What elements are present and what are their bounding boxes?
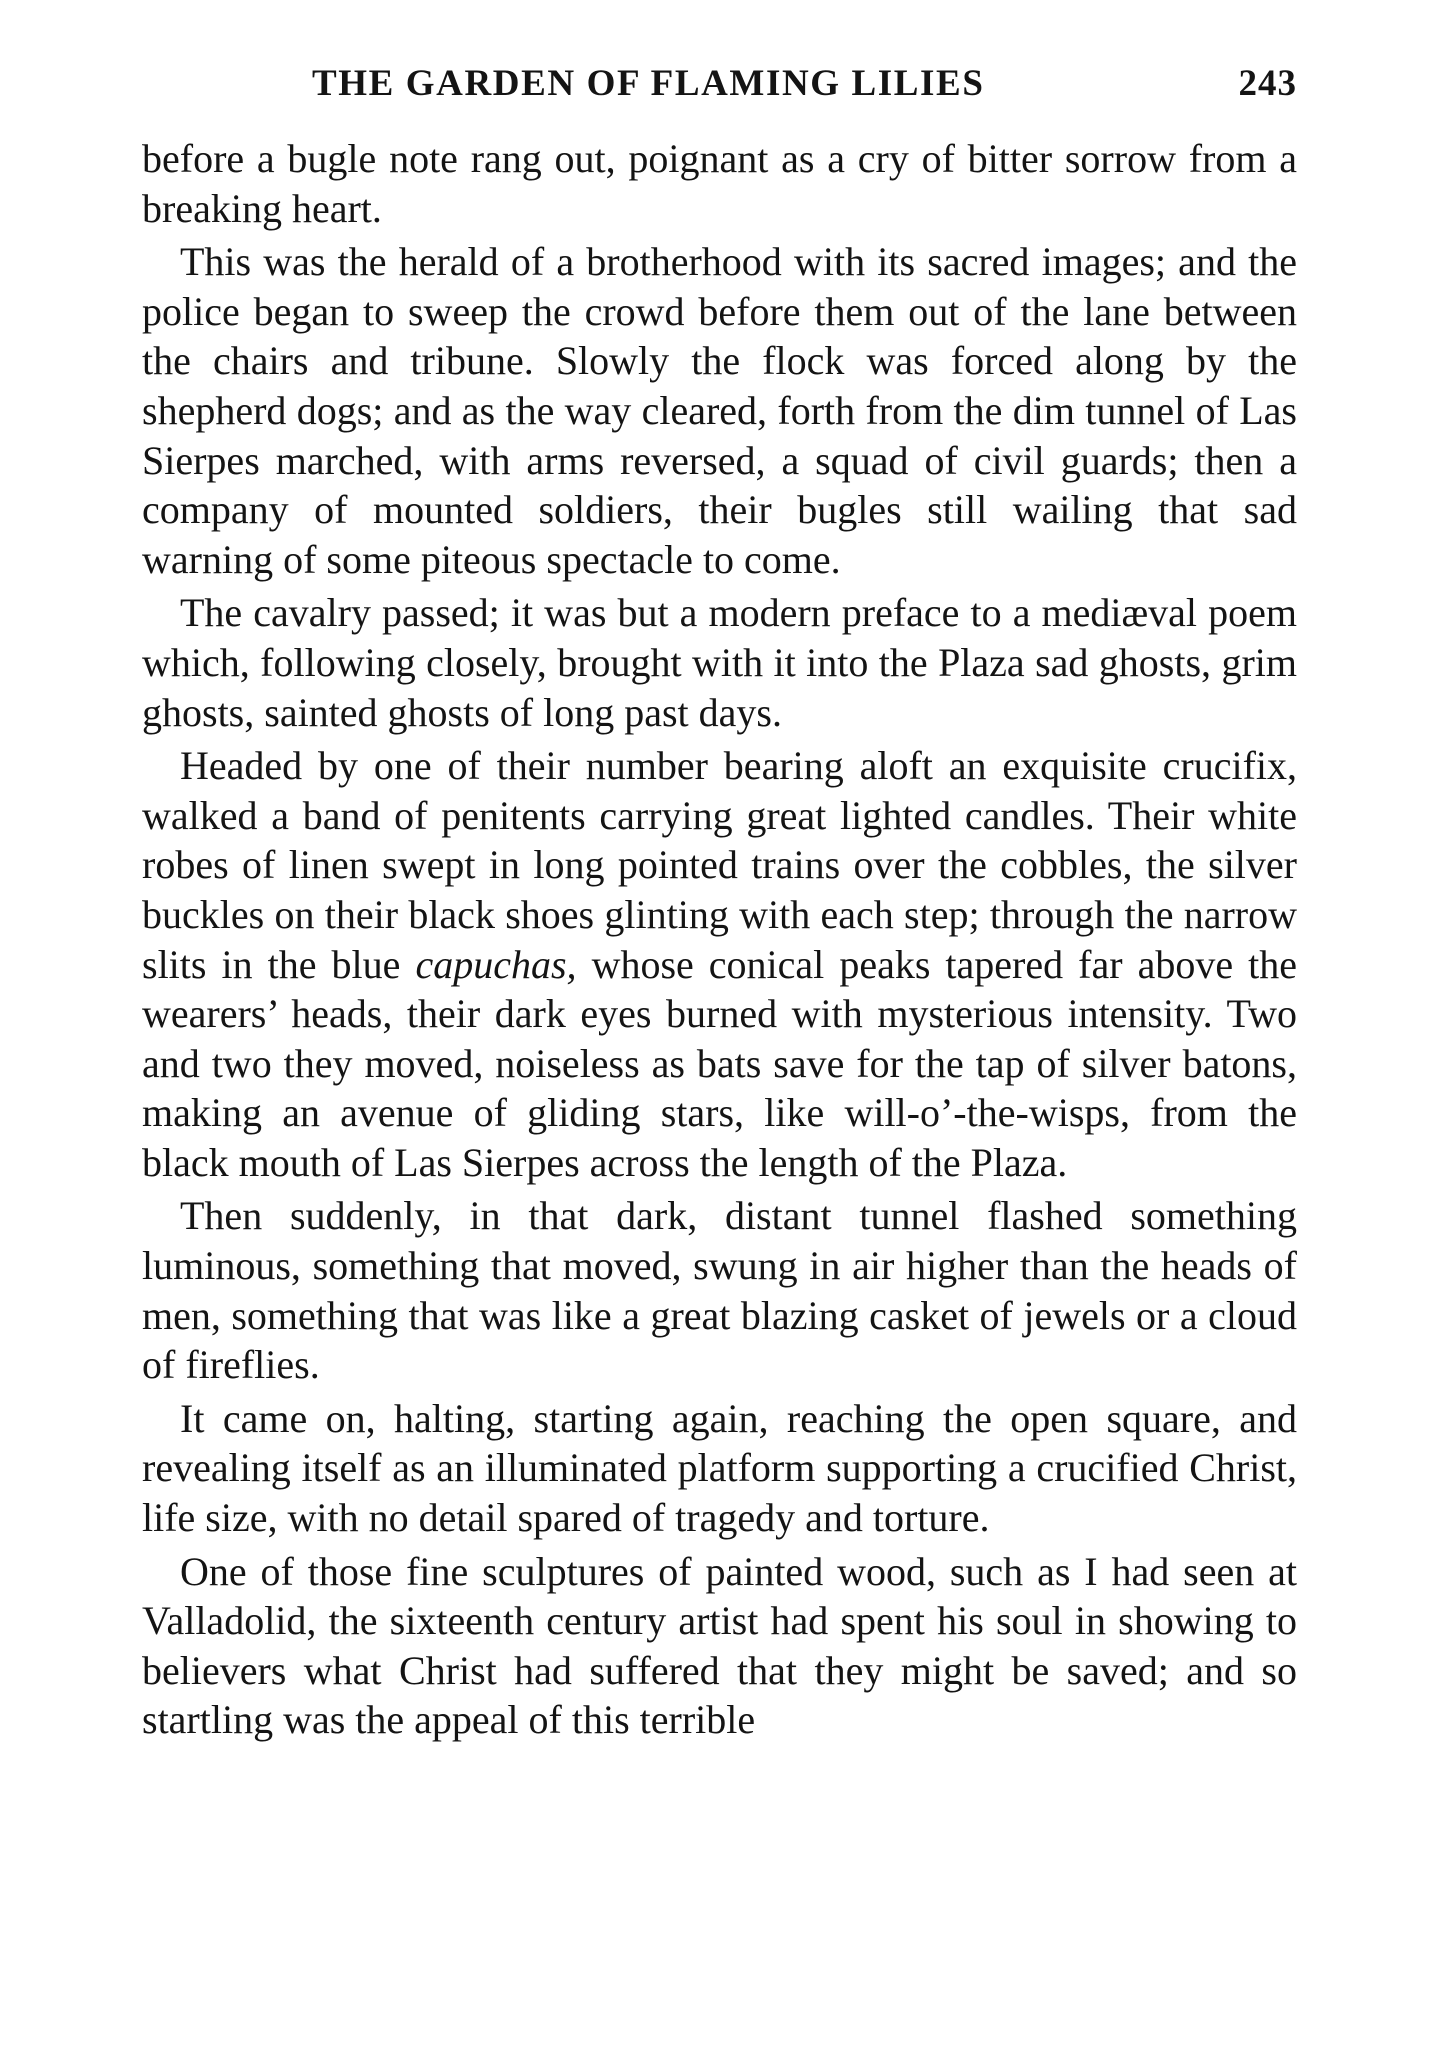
paragraph xyxy=(142,741,1297,1187)
page-number: 243 xyxy=(1238,63,1297,104)
paragraph: Then suddenly, in that dark, distant tunnel flashed something luminous, something that moved, swung in air higher than the heads of men, something that was like a great blazing casket of jewels or a cloud of fireflies. xyxy=(142,1193,1297,1388)
paragraph: One of those fine sculptures of painted wood, such as I had seen at Valladolid, the sixteenth century artist had spent his soul in showing to believers what Christ had suffered that they might be saved; and so startling was the appeal of this terrible xyxy=(142,1548,1297,1743)
italic-word-capuchas: capuchas, xyxy=(415,941,577,987)
paragraph: It came on, halting, starting again, reaching the open square, and revealing itself as an illuminated platform supporting a crucified Christ, life size, with no detail spared of tragedy and torture. xyxy=(142,1395,1297,1541)
running-title: THE GARDEN OF FLAMING LILIES xyxy=(312,63,985,104)
paragraph-text-after: whose conical peaks tapered far above the wearers’ heads, their dark eyes burned with mysterious intensity. Two and two they moved, noiseless as bats save for the tap of silver batons, making an avenue of gliding stars, like will-o’-the-wisps, from the black mouth of Las Sierpes across the length of the Plaza. xyxy=(142,941,1297,1185)
running-head xyxy=(142,62,1297,112)
paragraph: before a bugle note rang out, poignant as a cry of bitter sorrow from a breaking heart. xyxy=(142,136,1297,231)
paragraph-text-before: Headed by one of their number bearing aloft an exquisite crucifix, walked a band of penitents carrying great lighted candles. Their white robes of linen swept in long pointed trains over the cobbles, the silver buckles on their black shoes glinting with each step; through the narrow slits in the blue xyxy=(142,743,1297,987)
paragraph: The cavalry passed; it was but a modern preface to a mediæval poem which, following closely, brought with it into the Plaza sad ghosts, grim ghosts, sainted ghosts of long past days. xyxy=(142,590,1297,735)
paragraph: This was the herald of a brotherhood with its sacred images; and the police began to sweep the crowd before them out of the lane between the chairs and tribune. Slowly the flock was forced along by the shepherd dogs; and as the way cleared, forth from the dim tunnel of Las Sierpes marched, with arms reversed, a squad of civil guards; then a company of mounted soldiers, their bugles still wailing that sad warning of some piteous spectacle to come. xyxy=(142,239,1297,582)
body-text xyxy=(142,134,1297,1749)
